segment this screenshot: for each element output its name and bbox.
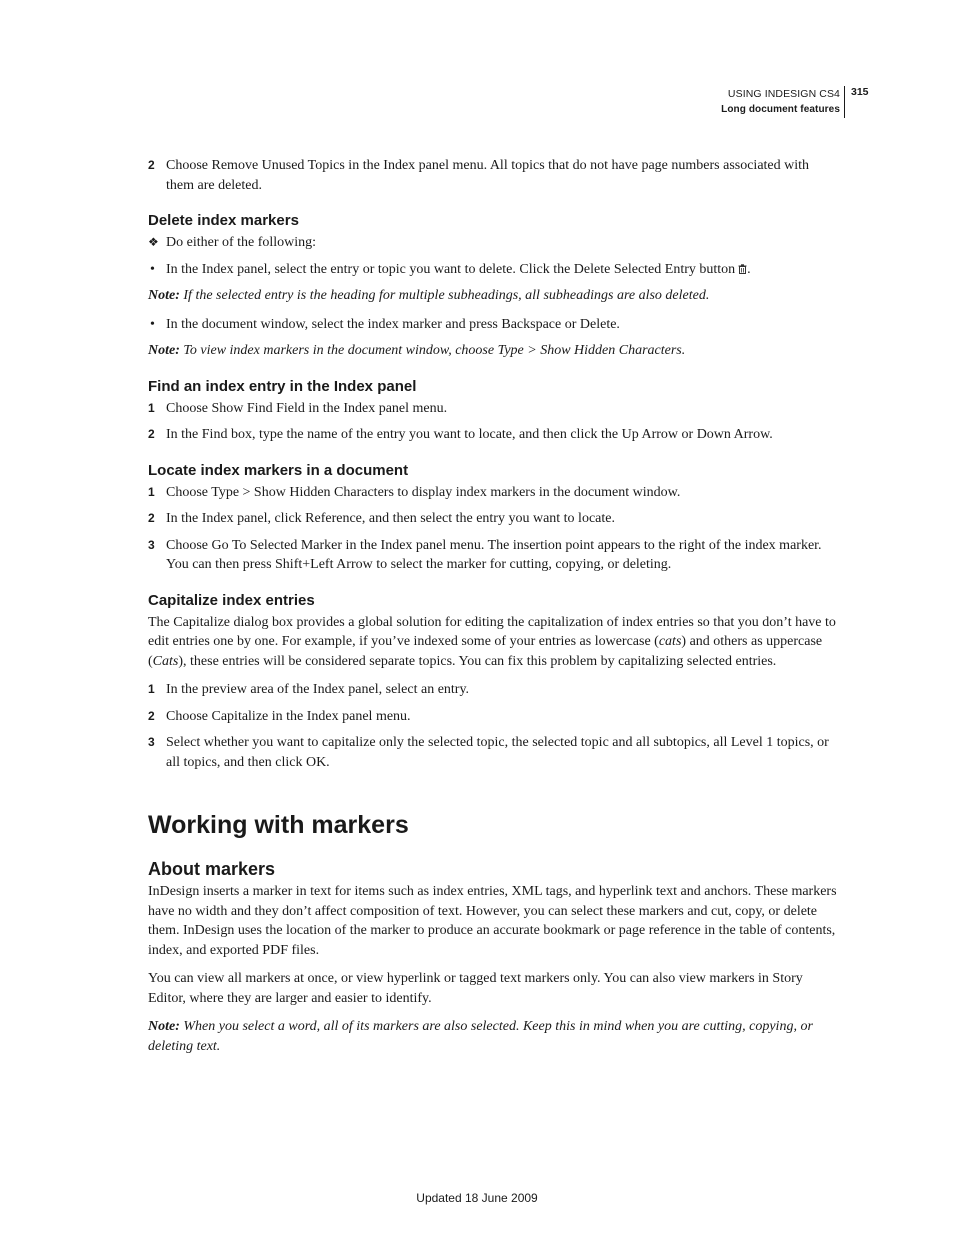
header-section: Long document features xyxy=(721,104,840,115)
markers-paragraph-1: InDesign inserts a marker in text for items such as index entries, XML tags, and hyperlink text and anchors. These markers have no width and they don’t affect composition of text. However, you can select these markers and cut, copy, or delete them. InDesign uses the location of the marker to produce an accurate bookmark or page reference in the table of contents, index, and exported PDF files. xyxy=(148,884,837,958)
note-hidden-characters xyxy=(148,341,840,361)
page-number: 315 xyxy=(851,86,869,98)
para-text: ), these entries will be considered separate topics. You can fix this problem by capitalizing selected entries. xyxy=(178,653,777,669)
step-text: Choose Capitalize in the Index panel menu. xyxy=(166,708,411,724)
para-text: ) and others as uppercase ( xyxy=(148,634,823,669)
heading-delete-index-markers: Delete index markers xyxy=(148,212,299,229)
step-capitalize-3 xyxy=(148,733,840,772)
bullet-text-end: . xyxy=(747,261,751,277)
step-number: 2 xyxy=(148,511,155,525)
bullet-text: In the document window, select the index marker and press Backspace or Delete. xyxy=(166,316,620,332)
step-capitalize-1 xyxy=(148,680,840,700)
heading-locate-index-markers: Locate index markers in a document xyxy=(148,461,409,479)
step-locate-1 xyxy=(148,483,840,503)
markers-paragraph-2: You can view all markers at once, or view hyperlink or tagged text markers only. You can also view markers in Story Editor, where they are larger and easier to identify. xyxy=(148,971,803,1006)
running-header xyxy=(721,86,840,118)
step-text: Choose Type > Show Hidden Characters to display index markers in the document window. xyxy=(166,484,681,500)
step-number: 3 xyxy=(148,735,155,749)
para-italic-cats-upper: Cats xyxy=(152,653,179,669)
note-text: If the selected entry is the heading for multiple subheadings, all subheadings are also deleted. xyxy=(179,288,710,303)
step-remove-unused xyxy=(148,156,840,195)
step-text: Choose Show Find Field in the Index panel menu. xyxy=(166,400,448,416)
intro-text: Do either of the following: xyxy=(166,235,317,250)
step-locate-3 xyxy=(148,536,840,575)
step-text: In the preview area of the Index panel, select an entry. xyxy=(166,682,470,697)
note-select-word xyxy=(148,1017,840,1056)
intro-line xyxy=(148,233,840,253)
heading-capitalize-index-entries: Capitalize index entries xyxy=(148,591,315,609)
heading-working-with-markers: Working with markers xyxy=(148,811,409,839)
step-text: Choose Go To Selected Marker in the Index panel menu. The insertion point appears to the right of the index marker. You can then press Shift+Left Arrow to select the marker for cutting, copying, or deleting. xyxy=(166,537,822,572)
step-number: 2 xyxy=(148,708,155,723)
para-text: The Capitalize dialog box provides a global solution for editing the capitalization of index entries so that you don’t have to edit entries one by one. For example, if you’ve indexed some of your entries as lowercase ( xyxy=(148,614,836,649)
step-text: Choose Remove Unused Topics in the Index panel menu. All topics that do not have page numbers associated with them are deleted. xyxy=(166,158,810,193)
page-content xyxy=(148,156,840,1065)
header-doc-title: USING INDESIGN CS4 xyxy=(727,88,840,100)
step-find-2 xyxy=(148,425,840,445)
bullet-delete-entry xyxy=(148,260,840,280)
note-text: To view index markers in the document window, choose Type > Show Hidden Characters. xyxy=(179,343,686,358)
footer-updated: Updated 18 June 2009 xyxy=(416,1191,538,1205)
bullet-text: In the Index panel, select the entry or topic you want to delete. Click the Delete Selected Entry button xyxy=(166,261,736,277)
note-label: Note: xyxy=(148,288,180,303)
heading-about-markers: About markers xyxy=(148,859,276,879)
note-label: Note: xyxy=(148,1019,180,1034)
header-divider xyxy=(844,86,845,118)
note-subheadings xyxy=(148,286,840,306)
note-text: When you select a word, all of its markers are also selected. Keep this in mind when you are cutting, copying, or deleting text. xyxy=(148,1019,813,1054)
trash-icon xyxy=(738,264,747,274)
bullet-document-window xyxy=(148,315,840,335)
diamond-bullet-icon: ❖ xyxy=(148,235,159,249)
step-find-1 xyxy=(148,399,840,419)
para-italic-cats: cats xyxy=(658,634,682,649)
step-locate-2 xyxy=(148,509,840,529)
step-text: In the Index panel, click Reference, and then select the entry you want to locate. xyxy=(166,511,615,526)
step-number: 1 xyxy=(148,400,155,415)
bullet-mark: • xyxy=(150,316,155,332)
step-number: 3 xyxy=(148,537,155,552)
heading-find-index-entry: Find an index entry in the Index panel xyxy=(148,377,417,395)
step-number: 1 xyxy=(148,682,155,696)
step-text: Select whether you want to capitalize only the selected topic, the selected topic and all subtopics, all Level 1 topics, or all topics, and then click OK. xyxy=(166,735,829,770)
step-capitalize-2 xyxy=(148,707,840,727)
step-text: In the Find box, type the name of the entry you want to locate, and then click the Up Arrow or Down Arrow. xyxy=(166,427,773,442)
note-label: Note: xyxy=(148,343,180,358)
bullet-mark: • xyxy=(150,261,155,277)
capitalize-paragraph xyxy=(148,613,840,672)
step-number: 1 xyxy=(148,484,155,499)
step-number: 2 xyxy=(148,158,155,172)
step-number: 2 xyxy=(148,427,155,441)
